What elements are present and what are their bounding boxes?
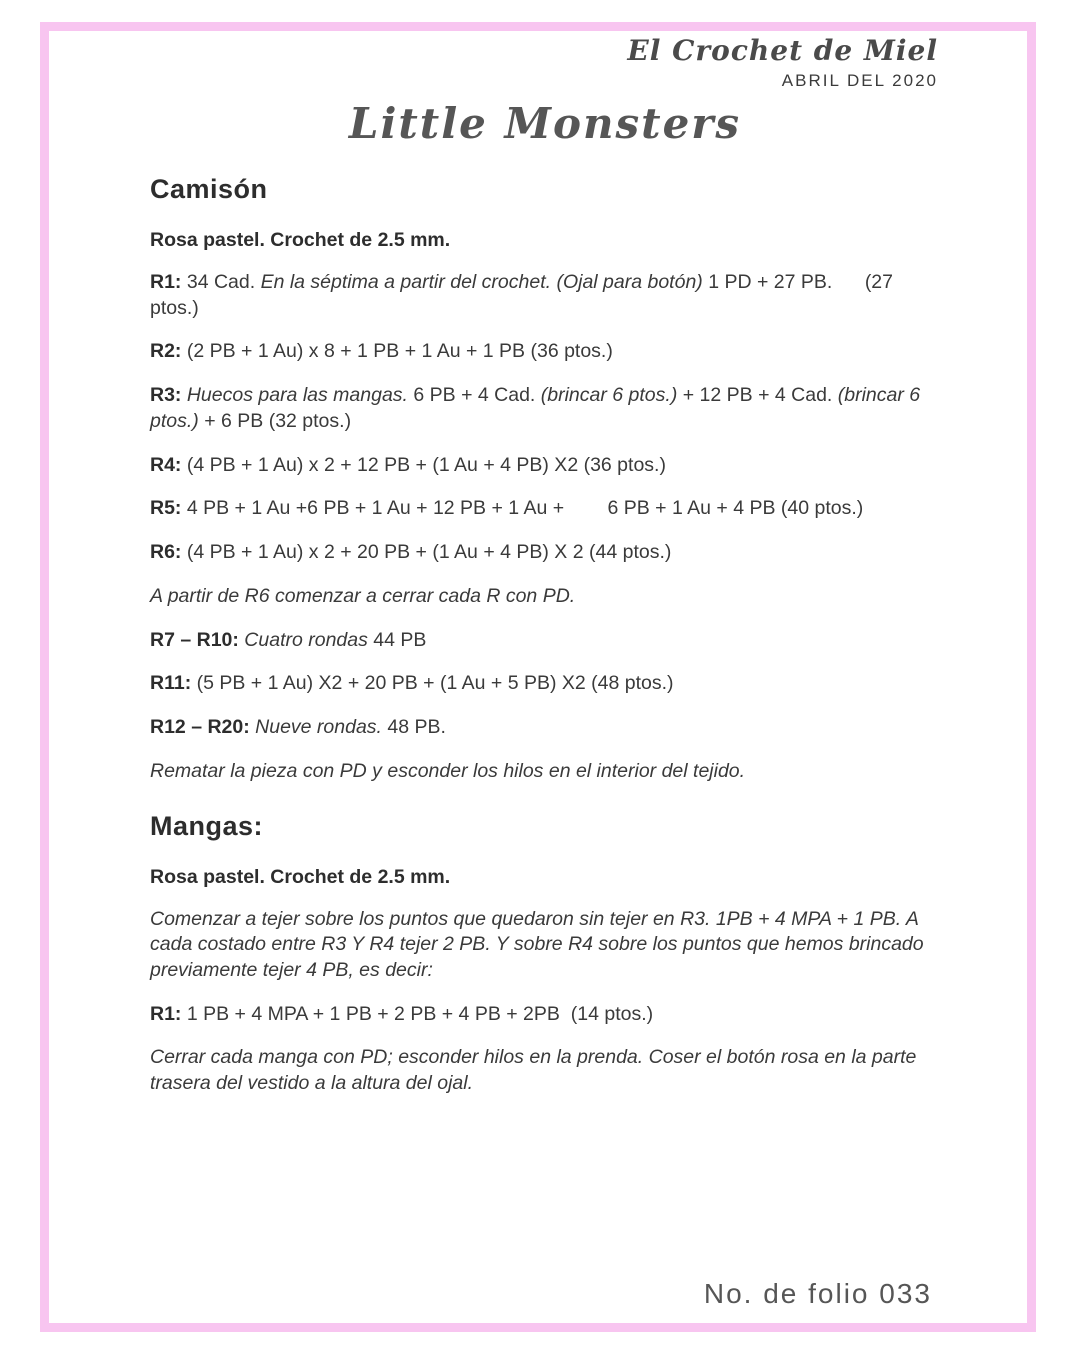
text-run: 1 PB + 4 MPA + 1 PB + 2 PB + 4 PB + 2PB (14 ptos.) — [186, 1002, 654, 1025]
text-run: (brincar 6 ptos.) — [150, 384, 926, 432]
text-run: + 6 PB (32 ptos.) — [198, 409, 352, 432]
pattern-row-r2 — [150, 339, 940, 365]
note-close-rounds — [150, 584, 940, 610]
pattern-row-r6 — [150, 540, 940, 566]
text-run: R12 – R20: — [150, 716, 256, 739]
mangas-pattern-row-r1 — [150, 1002, 940, 1028]
document-header — [150, 34, 940, 91]
text-run: + 12 PB + 4 Cad. — [677, 384, 838, 407]
text-run: (4 PB + 1 Au) x 2 + 20 PB + (1 Au + 4 PB) X 2 (44 ptos.) — [186, 541, 672, 564]
text-run: (brincar 6 ptos.) — [540, 384, 678, 407]
text-run: R4: — [150, 453, 187, 476]
pattern-row-r7-r10 — [150, 628, 940, 654]
issue-date: ABRIL DEL 2020 — [781, 71, 938, 90]
text-run: 6 PB + 4 Cad. — [407, 384, 541, 407]
mangas-materials: Rosa pastel. Crochet de 2.5 mm. — [150, 865, 451, 888]
text-run: Nueve rondas. — [255, 716, 382, 739]
text-run: 4 PB + 1 Au +6 PB + 1 Au + 12 PB + 1 Au + 6 PB + 1 Au + 4 PB (40 ptos.) — [186, 497, 864, 520]
text-run: Rematar la pieza con PD y esconder los hilos en el interior del tejido. — [150, 759, 746, 782]
section-heading-camison: Camisón — [150, 174, 268, 204]
text-run: 44 PB — [367, 628, 427, 651]
text-run: (5 PB + 1 Au) X2 + 20 PB + (1 Au + 5 PB) X2 (48 ptos.) — [196, 672, 674, 695]
pattern-row-r12-r20 — [150, 715, 940, 741]
page-title: Little Monsters — [348, 99, 742, 148]
document-body — [150, 34, 940, 1097]
text-run: R2: — [150, 340, 187, 363]
text-run: 34 Cad. — [186, 271, 261, 293]
text-run: Cuatro rondas — [244, 628, 368, 651]
text-run: 48 PB. — [381, 716, 446, 739]
text-run: R1: — [150, 1002, 187, 1025]
pattern-row-r3 — [150, 383, 940, 434]
pattern-row-r11 — [150, 671, 940, 697]
pattern-row-r1 — [150, 270, 940, 321]
text-run: En la séptima a partir del crochet. (Ojal para botón) — [260, 271, 703, 293]
text-run: A partir de R6 comenzar a cerrar cada R con PD. — [150, 584, 576, 607]
text-run: R1: — [150, 271, 187, 293]
text-run: R7 – R10: — [150, 628, 245, 651]
text-run: Huecos para las mangas. — [186, 384, 408, 407]
mangas-finish-paragraph — [150, 1045, 940, 1096]
mangas-intro-paragraph — [150, 907, 940, 984]
text-run: (4 PB + 1 Au) x 2 + 12 PB + (1 Au + 4 PB) X2 (36 ptos.) — [186, 453, 666, 476]
text-run: Comenzar a tejer sobre los puntos que quedaron sin tejer en R3. 1PB + 4 MPA + 1 PB. A cada costado entre R3 Y R4 tejer 2 PB. Y sobre R4 sobre los puntos que hemos brincado previamente tejer 4 PB, es decir: — [150, 907, 930, 982]
text-run: 1 PD + 27 PB. (27 ptos.) — [150, 271, 899, 319]
pattern-row-r5 — [150, 496, 940, 522]
camison-materials: Rosa pastel. Crochet de 2.5 mm. — [150, 229, 451, 251]
text-run: R3: — [150, 384, 187, 407]
section-heading-mangas: Mangas: — [150, 810, 264, 841]
note-finish-piece — [150, 759, 940, 785]
text-run: Cerrar cada manga con PD; esconder hilos en la prenda. Coser el botón rosa en la parte trasera del vestido a la altura del ojal. — [150, 1046, 922, 1095]
pattern-row-r4 — [150, 453, 940, 479]
text-run: R6: — [150, 541, 187, 564]
text-run: R11: — [150, 672, 197, 695]
brand-name: El Crochet de Miel — [627, 34, 938, 67]
text-run: R5: — [150, 497, 187, 520]
text-run: (2 PB + 1 Au) x 8 + 1 PB + 1 Au + 1 PB (36 ptos.) — [186, 340, 613, 363]
folio-number: No. de folio 033 — [703, 1278, 932, 1309]
